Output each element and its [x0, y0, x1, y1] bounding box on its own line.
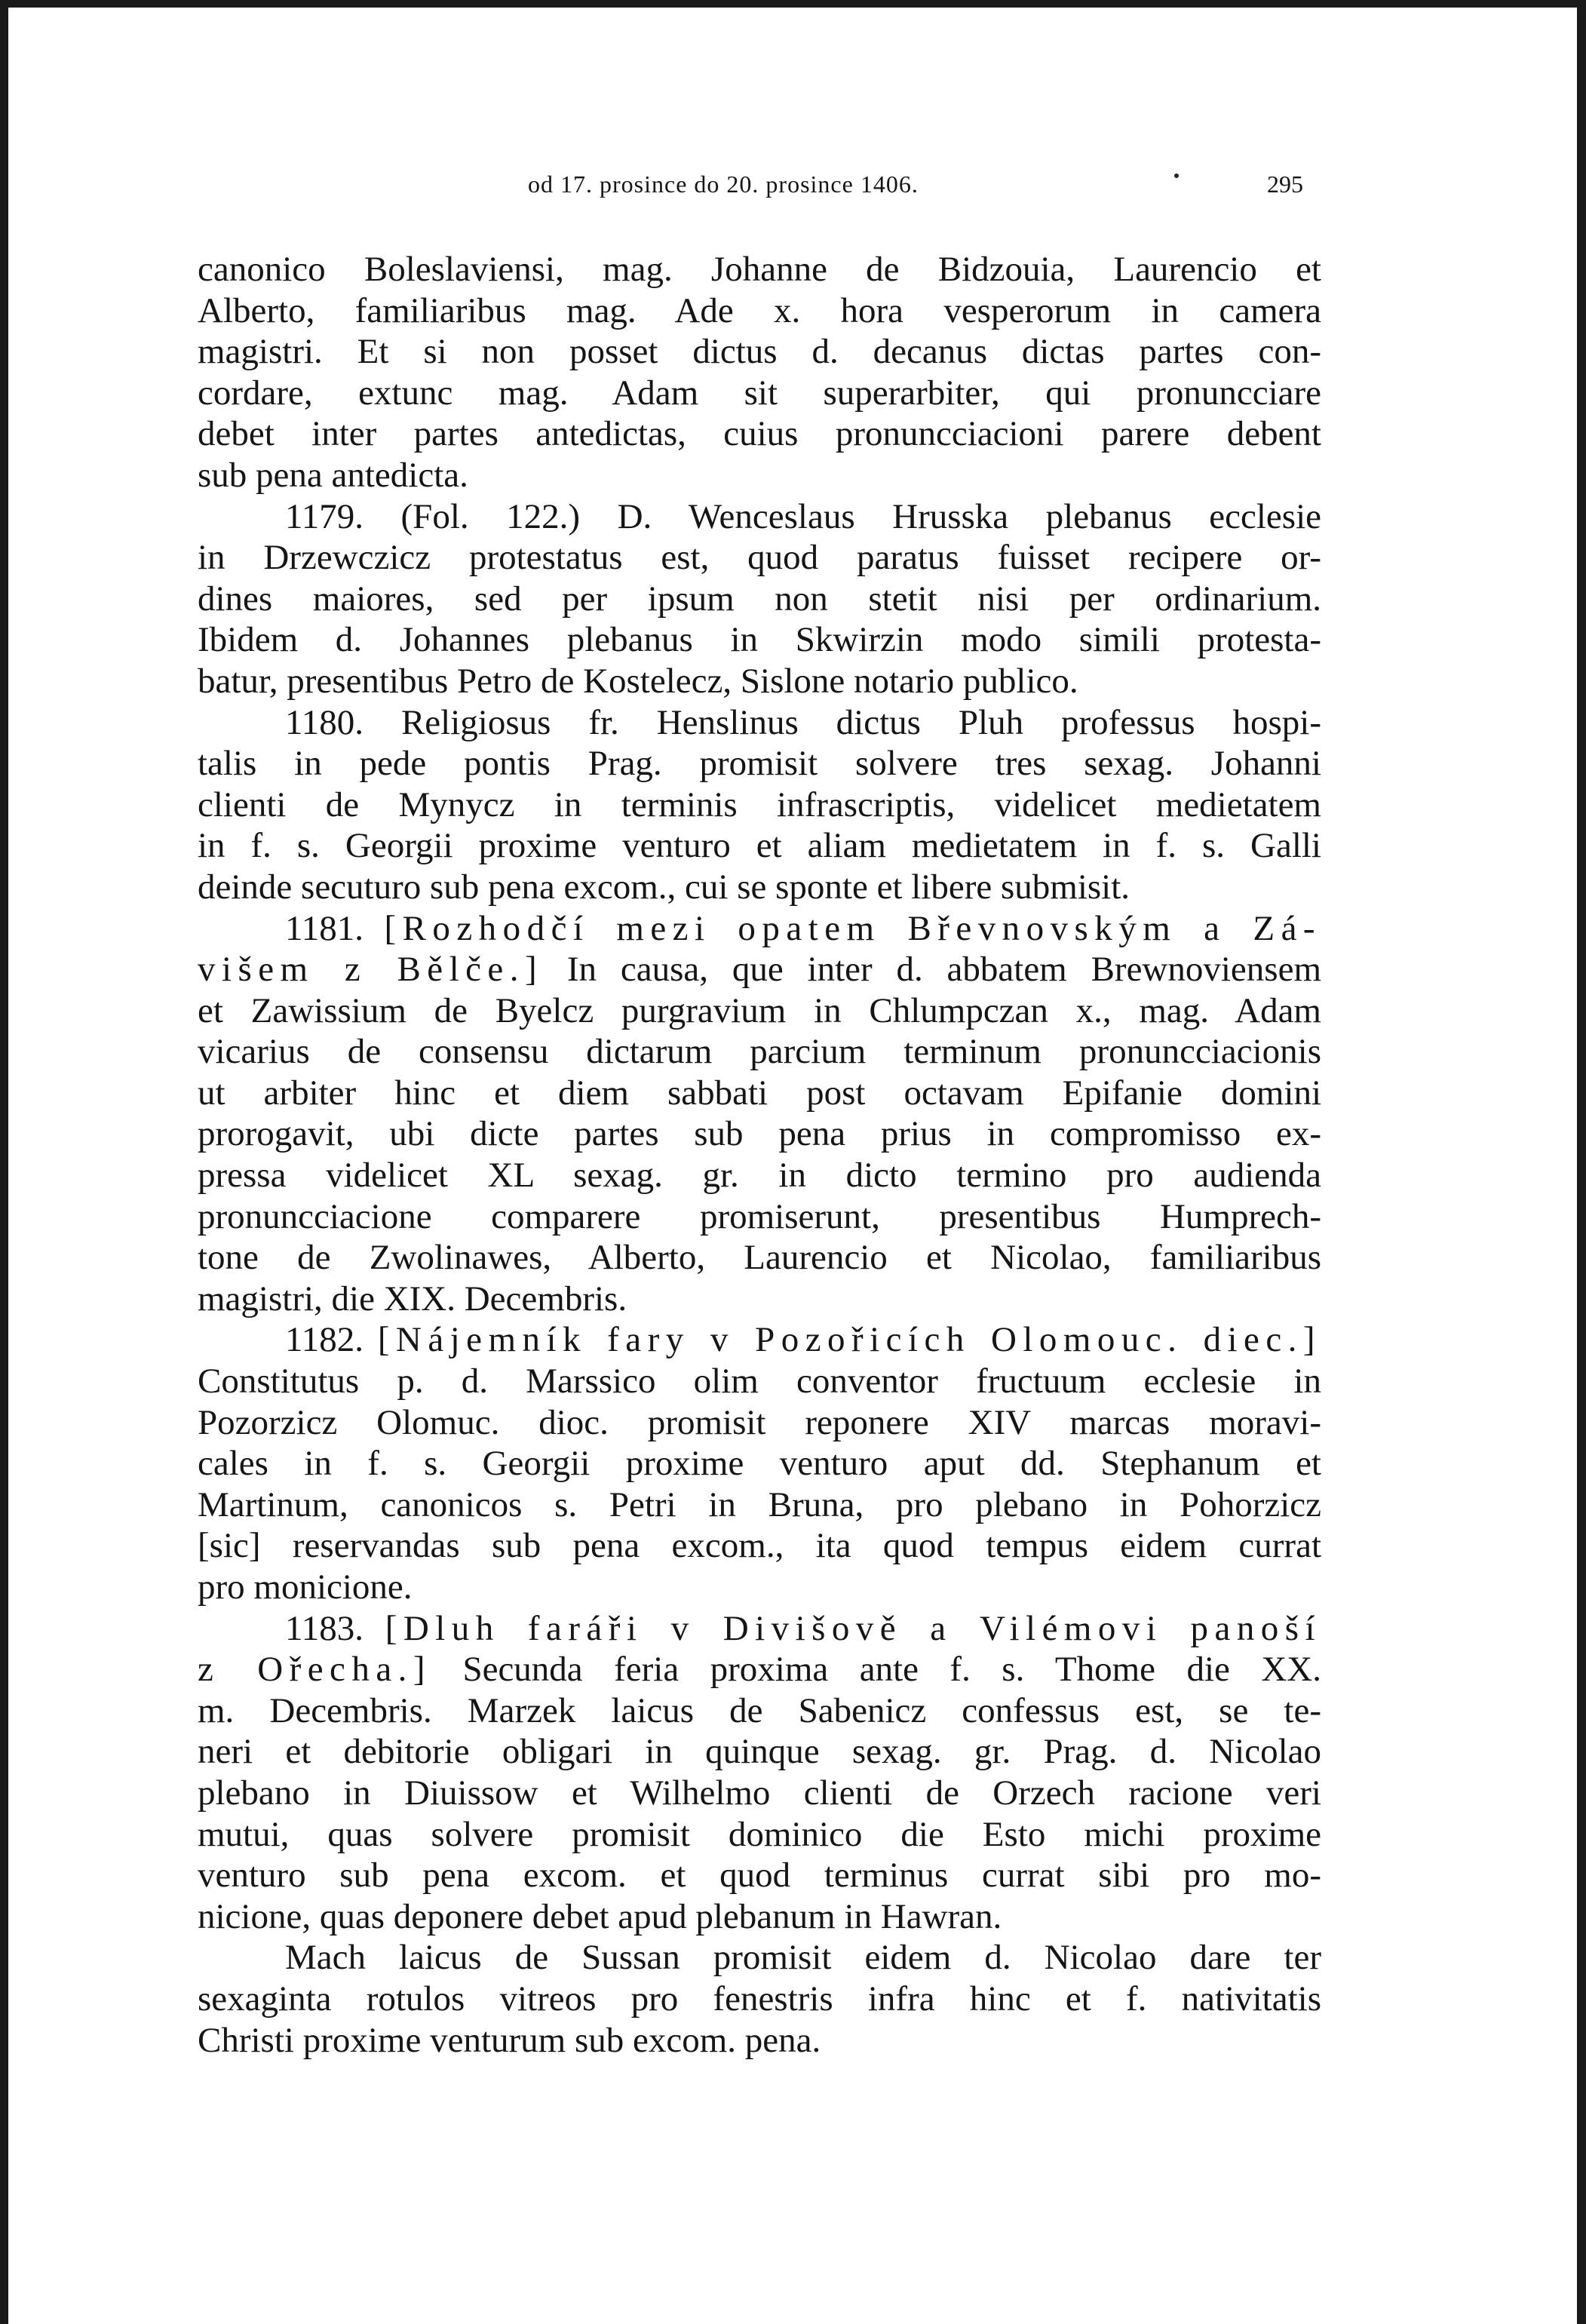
text-line: tone de Zwolinawes, Alberto, Laurencio et Nicolao, familiaribus [198, 1238, 1321, 1278]
text-line: m. Decembris. Marzek laicus de Sabenicz confessus est, se te- [198, 1690, 1321, 1730]
text-line: Christi proxime venturum sub excom. pena. [198, 2020, 821, 2060]
paragraph-line: Mach laicus de Sussan promisit eidem d. Nicolao dare ter [285, 1938, 1321, 1978]
entry-number: 1183. [285, 1608, 364, 1648]
entry-heading: višem z Bělče.] [198, 950, 544, 990]
text-line [198, 949, 1321, 990]
entry-1180-line: 1180. Religiosus fr. Henslinus dictus Pluh professus hospi- [285, 702, 1321, 742]
print-mark [1174, 173, 1179, 178]
text-line: pronuncciacione comparere promiserunt, presentibus Humprech- [198, 1196, 1321, 1236]
text-line: sub pena antedicta. [198, 455, 468, 495]
text-line: in Drzewczicz protestatus est, quod paratus fuisset recipere or- [198, 538, 1321, 578]
entry-1182-line [198, 1319, 1321, 1361]
text-line: cordare, extunc mag. Adam sit superarbiter, qui pronuncciare [198, 373, 1321, 413]
text-line: clienti de Mynycz in terminis infrascriptis, videlicet medietatem [198, 784, 1321, 824]
text-line: canonico Boleslaviensi, mag. Johanne de Bidzouia, Laurencio et [198, 250, 1321, 289]
text-line: Martinum, canonicos s. Petri in Bruna, pro plebano in Pohorzicz [198, 1484, 1321, 1524]
text-line: talis in pede pontis Prag. promisit solvere tres sexag. Johanni [198, 744, 1321, 784]
text-line: deinde secuturo sub pena excom., cui se sponte et libere submisit. [198, 867, 1130, 907]
main-text [198, 249, 1321, 2061]
text-line: Alberto, familiaribus mag. Ade x. hora vesperorum in camera [198, 290, 1321, 330]
entry-1179-line: 1179. (Fol. 122.) D. Wenceslaus Hrusska plebanus ecclesie [285, 496, 1321, 536]
text-line: ut arbiter hinc et diem sabbati post octavam Epifanie domini [198, 1073, 1321, 1113]
text-line: pressa videlicet XL sexag. gr. in dicto termino pro audienda [198, 1156, 1321, 1196]
entry-1181-line [198, 908, 1321, 950]
entry-1183-line [198, 1608, 1321, 1650]
text-line: plebano in Diuissow et Wilhelmo clienti de Orzech racione veri [198, 1773, 1321, 1813]
text-line: sexaginta rotulos vitreos pro fenestris infra hinc et f. nativitatis [198, 1979, 1321, 2019]
entry-text: Secunda feria proxima ante f. s. Thome die XX. [462, 1650, 1321, 1690]
text-line: cales in f. s. Georgii proxime venturo aput dd. Stephanum et [198, 1444, 1321, 1484]
scan-border-right [1577, 0, 1586, 2324]
entry-heading: [Nájemník fary v Pozořicích Olomouc. diec.] [377, 1320, 1321, 1360]
page-number: 295 [1267, 170, 1303, 198]
text-line: magistri. Et si non posset dictus d. decanus dictas partes con- [198, 332, 1321, 372]
text-line: [sic] reservandas sub pena excom., ita quod tempus eidem currat [198, 1526, 1321, 1566]
entry-heading: [Rozhodčí mezi opatem Břevnovským a Zá- [384, 908, 1321, 948]
text-line: dines maiores, sed per ipsum non stetit nisi per ordinarium. [198, 579, 1321, 619]
text-line: Ibidem d. Johannes plebanus in Skwirzin modo simili protesta- [198, 620, 1321, 660]
text-line: debet inter partes antedictas, cuius pronuncciacioni parere debent [198, 414, 1321, 454]
text-line: batur, presentibus Petro de Kostelecz, Sislone notario publico. [198, 661, 1078, 701]
entry-heading: z Ořecha.] [198, 1650, 431, 1690]
entry-text: In causa, que inter d. abbatem Brewnoviensem [566, 950, 1321, 990]
text-line [198, 1649, 1321, 1690]
text-line: pro monicione. [198, 1567, 413, 1607]
entry-heading: [Dluh faráři v Divišově a Vilémovi panoší [385, 1608, 1321, 1648]
text-line: vicarius de consensu dictarum parcium terminum pronuncciacionis [198, 1032, 1321, 1072]
text-line: Pozorzicz Olomuc. dioc. promisit reponere XIV marcas moravi- [198, 1402, 1321, 1442]
scan-border-top [0, 0, 1586, 8]
entry-number: 1182. [285, 1320, 364, 1360]
text-line: mutui, quas solvere promisit dominico die Esto michi proxime [198, 1814, 1321, 1854]
text-line: nicione, quas deponere debet apud plebanum in Hawran. [198, 1896, 1002, 1936]
running-head: od 17. prosince do 20. prosince 1406. [528, 170, 919, 198]
text-line: prorogavit, ubi dicte partes sub pena prius in compromisso ex- [198, 1114, 1321, 1154]
text-line: magistri, die XIX. Decembris. [198, 1279, 627, 1319]
text-line: neri et debitorie obligari in quinque sexag. gr. Prag. d. Nicolao [198, 1732, 1321, 1772]
text-line: et Zawissium de Byelcz purgravium in Chlumpczan x., mag. Adam [198, 990, 1321, 1030]
entry-number: 1181. [285, 908, 364, 948]
text-line: in f. s. Georgii proxime venturo et aliam medietatem in f. s. Galli [198, 826, 1321, 866]
text-line: venturo sub pena excom. et quod terminus currat sibi pro mo- [198, 1856, 1321, 1896]
text-line: Constitutus p. d. Marssico olim conventor fructuum ecclesie in [198, 1362, 1321, 1401]
scan-border-left [0, 0, 8, 2324]
